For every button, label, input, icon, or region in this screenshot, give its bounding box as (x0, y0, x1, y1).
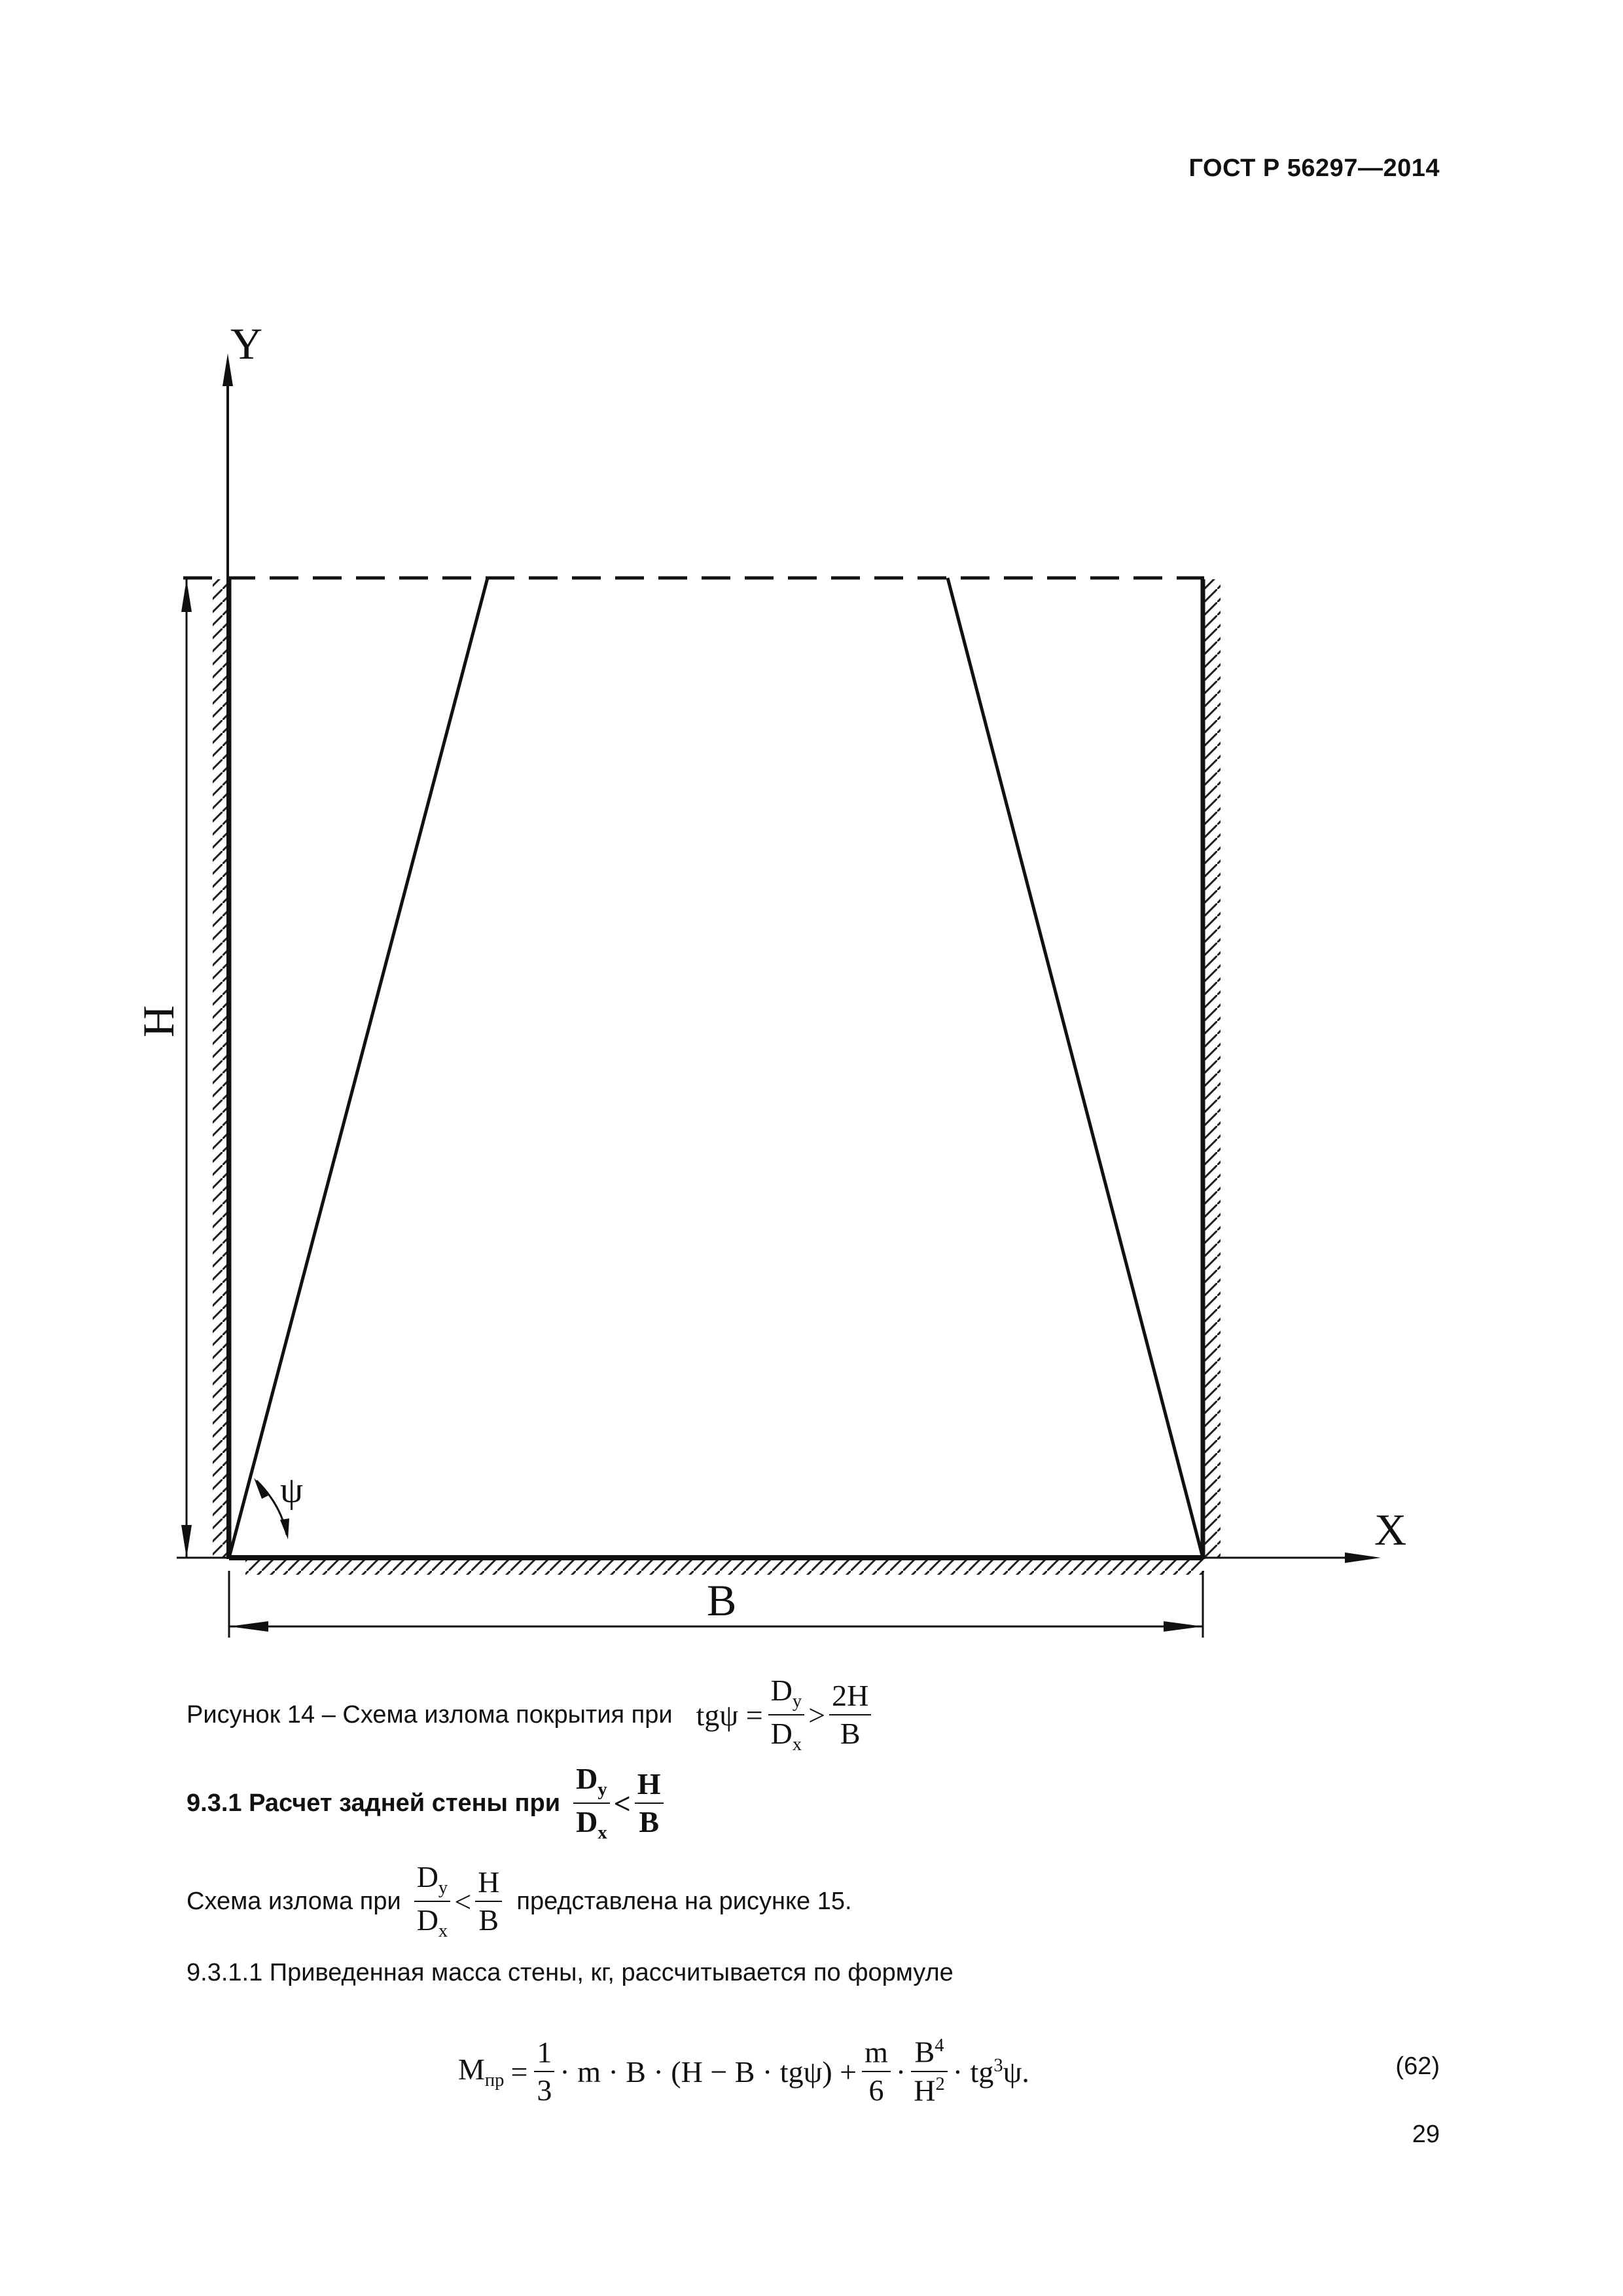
height-arrow-bottom (181, 1525, 192, 1558)
fracture-line-right (948, 578, 1203, 1558)
right-wall-hatching (1204, 579, 1221, 1558)
width-label: B (707, 1575, 737, 1625)
caption-formula (696, 1675, 872, 1755)
eq-term3: · $tg^3\psi$. (952, 2054, 1029, 2089)
eq-equals: = (510, 2054, 528, 2089)
eq-fraction-m-six: $\frac{m}{6}$ (862, 2037, 891, 2107)
angle-arrow-1 (254, 1478, 270, 1499)
section-heading (187, 1761, 664, 1846)
figure-caption (187, 1673, 871, 1755)
height-arrow-top (181, 579, 192, 612)
caption-text: Рисунок 14 – Схема излома покрытия при (187, 1700, 673, 1729)
paragraph-scheme (187, 1859, 852, 1944)
height-label: H (134, 1005, 183, 1037)
paragraph-scheme-after: представлена на рисунке 15. (516, 1887, 852, 1915)
page-number: 29 (1412, 2121, 1440, 2148)
caption-fraction-d: $\frac{D_y}{D_x}$ (768, 1675, 805, 1755)
caption-fraction-hb: $\frac{2H}{B}$ (829, 1680, 871, 1750)
width-arrow-left (229, 1621, 268, 1632)
x-axis-label: X (1374, 1505, 1407, 1554)
eq-dot: · (895, 2054, 906, 2089)
paragraph-relation: < (454, 1884, 472, 1918)
angle-arrow-2 (280, 1518, 289, 1539)
paragraph-scheme-before: Схема излома при (187, 1887, 401, 1915)
equation-62 (458, 2022, 1029, 2121)
paragraph-mass: 9.3.1.1 Приведенная масса стены, кг, рассчитывается по формуле (187, 1959, 954, 1986)
fracture-line-left (229, 578, 488, 1558)
document-header: ГОСТ Р 56297—2014 (1188, 154, 1440, 182)
width-arrow-right (1164, 1621, 1203, 1632)
paragraph-fraction-hb: $\frac{H}{B}$ (475, 1867, 502, 1937)
section-fraction-hb: $\frac{H}{B}$ (635, 1768, 664, 1839)
paragraph-fraction-d: $\frac{D_y}{D_x}$ (414, 1861, 451, 1941)
bottom-hatching (245, 1559, 1204, 1575)
caption-relation: > (808, 1698, 826, 1732)
y-axis-label: Y (230, 319, 263, 368)
angle-label: ψ (280, 1470, 304, 1511)
paragraph-formula (414, 1861, 503, 1941)
eq-fraction-b4-h2: $\frac{B^4}{H^2}$ (911, 2036, 948, 2106)
eq-fraction-one-third: $\frac{1}{3}$ (534, 2037, 554, 2107)
section-formula (573, 1763, 664, 1843)
section-fraction-d: $\frac{D_y}{D_x}$ (573, 1763, 610, 1843)
section-heading-text: 9.3.1 Расчет задней стены при (187, 1789, 561, 1817)
eq-lhs: $M_{пр}$ (458, 2052, 505, 2091)
caption-lhs: tgψ = (696, 1698, 763, 1732)
equation-number: (62) (1395, 2053, 1440, 2080)
section-relation: < (613, 1786, 631, 1820)
eq-term1: · m · B · (H − B · tgψ) + (560, 2054, 857, 2089)
